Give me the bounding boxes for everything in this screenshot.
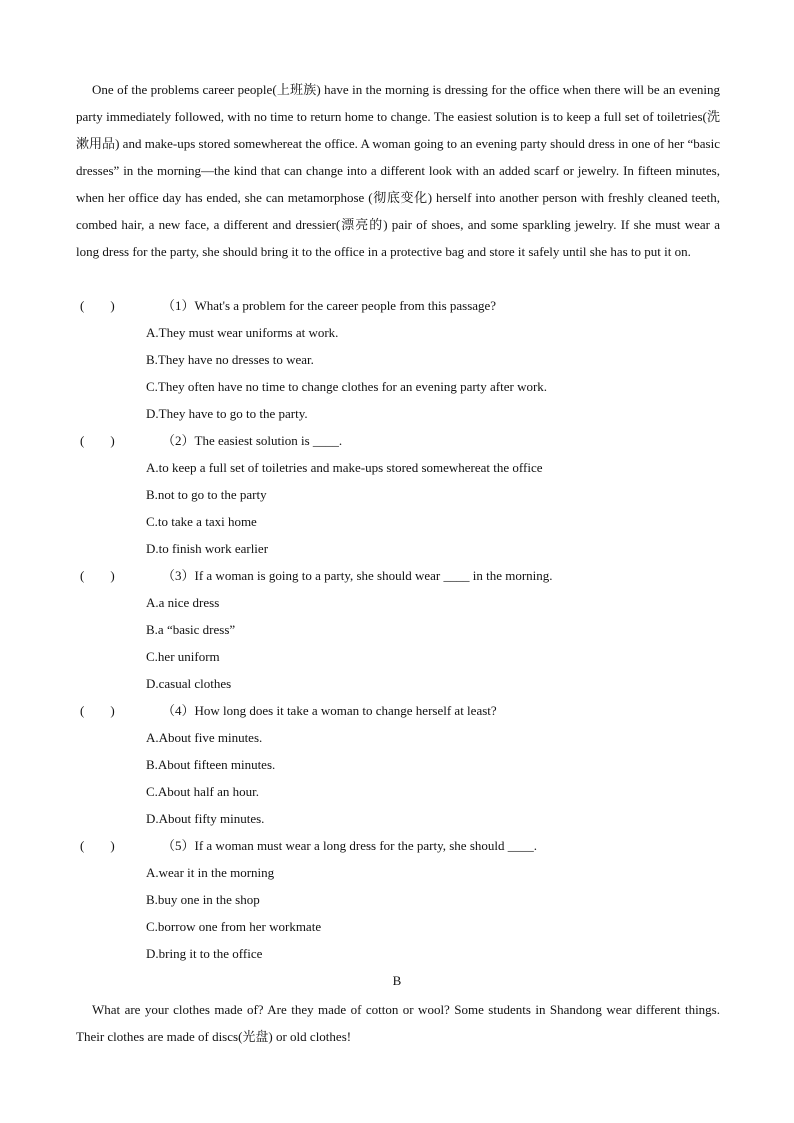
question-3 [80, 562, 553, 589]
question-4 [80, 697, 497, 724]
passage-b-text: What are your clothes made of? Are they made of cotton or wool? Some students in Shandong wear different things. Their clothes are made of discs(光盘) or old clothes! [76, 1002, 720, 1044]
passage-a [76, 76, 720, 265]
answer-blank[interactable]: ( ) [80, 838, 115, 853]
option-2d: D.to finish work earlier [146, 541, 269, 556]
option-2a: A.to keep a full set of toiletries and make-ups stored somewhereat the office [146, 460, 543, 475]
passage-b [76, 996, 720, 1050]
question-text: （5）If a woman must wear a long dress for the party, she should ____. [162, 838, 537, 853]
option-1c: C.They often have no time to change clothes for an evening party after work. [146, 379, 548, 394]
question-2 [80, 427, 342, 454]
answer-blank[interactable]: ( ) [80, 433, 115, 448]
question-text: （4）How long does it take a woman to change herself at least? [162, 703, 497, 718]
option-4c: C.About half an hour. [146, 784, 260, 799]
option-2c: C.to take a taxi home [146, 514, 257, 529]
option-1d: D.They have to go to the party. [146, 406, 308, 421]
option-5b: B.buy one in the shop [146, 892, 260, 907]
answer-blank[interactable]: ( ) [80, 298, 115, 313]
option-4d: D.About fifty minutes. [146, 811, 265, 826]
option-5a: A.wear it in the morning [146, 865, 275, 880]
question-text: （3）If a woman is going to a party, she should wear ____ in the morning. [162, 568, 553, 583]
question-1 [80, 292, 496, 319]
question-text: （1）What's a problem for the career people from this passage? [162, 298, 497, 313]
option-4a: A.About five minutes. [146, 730, 263, 745]
passage-a-text: One of the problems career people(上班族) have in the morning is dressing for the office when there will be an evening party immediately followed, with no time to return home to change. The easiest solution is to keep a full set of toiletries(洗漱用品) and make-ups stored somewhereat the office. A woman going to an evening party should dress in one of her “basic dresses” in the morning—the kind that can change into a different look with an added scarf or jewelry. In fifteen minutes, when her office day has ended, she can metamorphose (彻底变化) herself into another person with freshly cleaned teeth, combed hair, a new face, a different and dressier(漂亮的) pair of shoes, and some sparkling jewelry. If she must wear a long dress for the party, she should bring it to the office in a protective bag and store it safely until she has to put it on. [76, 82, 720, 259]
option-1a: A.They must wear uniforms at work. [146, 325, 339, 340]
answer-blank[interactable]: ( ) [80, 703, 115, 718]
option-3d: D.casual clothes [146, 676, 232, 691]
option-3a: A.a nice dress [146, 595, 220, 610]
answer-blank[interactable]: ( ) [80, 568, 115, 583]
question-5 [80, 832, 537, 859]
section-b-label: B [392, 973, 402, 988]
option-3c: C.her uniform [146, 649, 220, 664]
option-5c: C.borrow one from her workmate [146, 919, 322, 934]
option-5d: D.bring it to the office [146, 946, 263, 961]
question-text: （2）The easiest solution is ____. [162, 433, 343, 448]
option-4b: B.About fifteen minutes. [146, 757, 276, 772]
option-1b: B.They have no dresses to wear. [146, 352, 314, 367]
option-3b: B.a “basic dress” [146, 622, 236, 637]
option-2b: B.not to go to the party [146, 487, 267, 502]
